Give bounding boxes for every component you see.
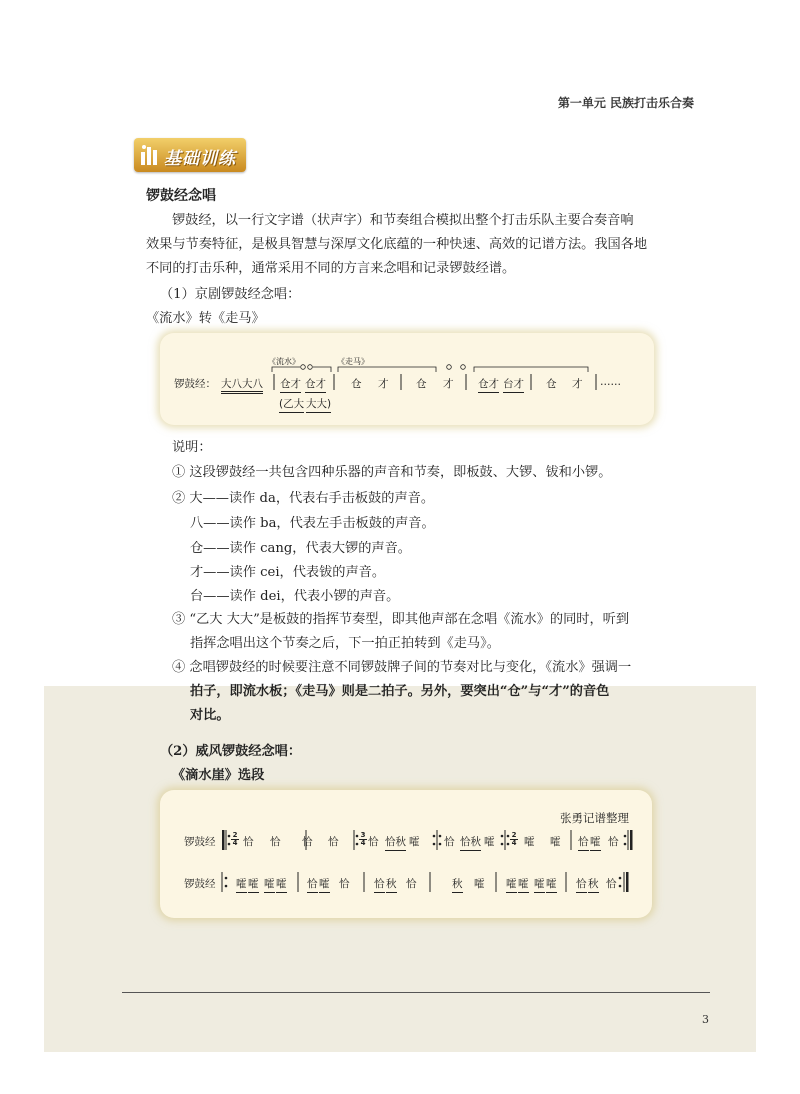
note-1: ① 这段锣鼓经一共包含四种乐器的声音和节奏，即板鼓、大锣、钹和小锣。: [172, 465, 612, 480]
note-2c: 仓——读作 cang，代表大锣的声音。: [190, 541, 411, 556]
part1-heading: （1）京剧锣鼓经念唱：: [160, 287, 301, 302]
score1-m5b: 台才: [503, 376, 524, 393]
r1-note: 嚯: [484, 836, 495, 848]
r2-note: 嚯: [474, 878, 485, 890]
r1-note: 恰: [608, 836, 619, 848]
time-sig-2-4: [510, 832, 518, 847]
score1-m5a: 仓才: [478, 376, 499, 393]
intro-line-3: 不同的打击乐种，通常采用不同的方言来念唱和记录锣鼓经谱。: [146, 261, 516, 276]
r1-note: 恰: [302, 836, 313, 848]
r1-note: 嚯: [409, 836, 420, 848]
note-4-line-2: 拍子，即流水板；《走马》则是二拍子。另外，要突出“仓”与“才”的音色: [190, 684, 610, 699]
ts-num: 2: [232, 831, 238, 839]
score1-m6b: 才: [572, 378, 583, 390]
r1-note: 恰秋: [385, 834, 406, 851]
ts-den: 4: [232, 839, 238, 847]
zouma-mark: 《走马》: [337, 357, 369, 366]
note-3-line-2: 指挥念唱出这个节奏之后，下一拍正拍转到《走马》。: [190, 636, 500, 651]
r2-note: 嚯: [236, 876, 247, 893]
score1-m1: 大八大八: [221, 376, 263, 394]
score2-row1-label: 锣鼓经: [184, 836, 216, 848]
r1-note: 恰: [368, 836, 379, 848]
r2-note: 恰: [374, 876, 385, 893]
score1-m3b: 才: [378, 378, 389, 390]
r2-note: 嚯: [248, 876, 259, 893]
r2-note: 秋: [386, 876, 397, 893]
r1-note: 恰: [578, 834, 589, 851]
score1-ellipsis: ……: [600, 376, 621, 388]
r2-note: 恰: [406, 878, 417, 890]
r2-note: 嚯: [319, 876, 330, 893]
score1-m4b: 才: [443, 378, 454, 390]
part2-heading: （2）威风锣鼓经念唱：: [160, 744, 302, 759]
notes-heading: 说明：: [172, 440, 212, 455]
music-bars-icon: [140, 144, 160, 166]
score1-alt-a: (乙大: [279, 396, 304, 413]
r1-note: 恰: [243, 836, 254, 848]
r1-note: 嚯: [590, 834, 601, 851]
score1-label: 锣鼓经：: [174, 378, 216, 390]
score1-m2b: 仓才: [305, 376, 326, 393]
time-sig-3-4: [359, 832, 367, 847]
r2-note: 恰: [307, 876, 318, 893]
liushui-mark: 《流水》: [268, 357, 300, 366]
ts-num: 3: [360, 831, 366, 839]
note-2e: 台——读作 dei，代表小锣的声音。: [190, 589, 400, 604]
r2-note: 秋: [452, 876, 463, 893]
r1-note: 恰: [328, 836, 339, 848]
note-2: ② 大——读作 da，代表右手击板鼓的声音。: [172, 491, 435, 506]
r2-note: 嚯: [264, 876, 275, 893]
r1-note: 恰秋: [460, 834, 481, 851]
time-sig-2-4: [231, 832, 239, 847]
badge-label: 基础训练: [164, 149, 236, 169]
r2-note: 嚯: [518, 876, 529, 893]
r2-note: 嚯: [506, 876, 517, 893]
ts-num: 2: [511, 831, 517, 839]
part2-piece: 《滴水崖》选段: [172, 768, 265, 783]
note-3-line-1: ③ “乙大 大大”是板鼓的指挥节奏型，即其他声部在念唱《流水》的同时，听到: [172, 612, 630, 627]
score1-m2a: 仓才: [280, 376, 301, 393]
ts-den: 4: [511, 839, 517, 847]
section-title: 锣鼓经念唱: [146, 188, 216, 204]
score1-m6a: 仓: [546, 378, 557, 390]
note-2b: 八——读作 ba，代表左手击板鼓的声音。: [190, 516, 435, 531]
intro-line-2: 效果与节奏特征，是极具智慧与深厚文化底蕴的一种快速、高效的记谱方法。我国各地: [146, 237, 648, 252]
r1-note: 嚯: [550, 836, 561, 848]
r2-note: 恰: [339, 878, 350, 890]
score1-m4a: 仓: [416, 378, 427, 390]
running-header: 第一单元 民族打击乐合奏: [557, 96, 694, 110]
r2-note: 恰: [576, 876, 587, 893]
score2-row2-label: 锣鼓经: [184, 878, 216, 890]
score1-m3a: 仓: [351, 378, 362, 390]
note-4-line-3: 对比。: [190, 708, 230, 723]
r2-note: 嚯: [534, 876, 545, 893]
r2-note: 恰: [606, 878, 617, 890]
section-badge: [134, 138, 246, 172]
intro-line-1: 锣鼓经，以一行文字谱（状声字）和节奏组合模拟出整个打击乐队主要合奏音响: [172, 213, 634, 228]
part1-piece: 《流水》转《走马》: [146, 311, 265, 326]
ts-den: 4: [360, 839, 366, 847]
score1-alt-b: 大大): [306, 396, 331, 413]
r1-note: 嚯: [524, 836, 535, 848]
r2-note: 嚯: [276, 876, 287, 893]
footer-rule: [122, 992, 710, 993]
page-number: 3: [702, 1013, 709, 1026]
r1-note: 恰: [444, 836, 455, 848]
note-2d: 才——读作 cei，代表钹的声音。: [190, 565, 386, 580]
score2-credit: 张勇记谱整理: [560, 811, 629, 825]
r2-note: 秋: [588, 876, 599, 893]
note-4-line-1: ④ 念唱锣鼓经的时候要注意不同锣鼓牌子间的节奏对比与变化，《流水》强调一: [172, 660, 632, 675]
r2-note: 嚯: [546, 876, 557, 893]
r1-note: 恰: [270, 836, 281, 848]
